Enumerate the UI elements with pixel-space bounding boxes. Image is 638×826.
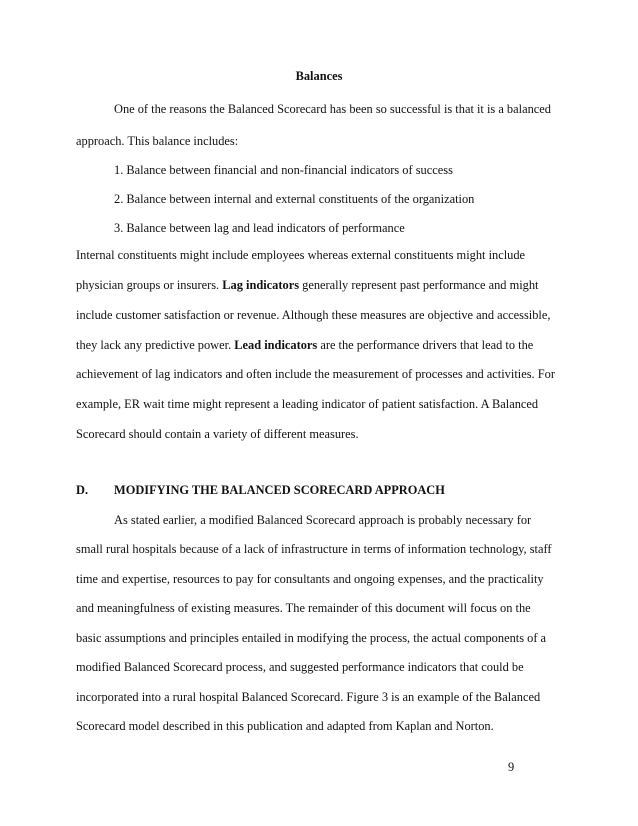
paragraph-line: achievement of lag indicators and often include the measurement of processes and activities. For — [76, 367, 555, 381]
paragraph-line: One of the reasons the Balanced Scorecard has been so successful is that it is a balanced — [114, 102, 551, 116]
page-number: 9 — [508, 760, 515, 774]
paragraph-line: modified Balanced Scorecard process, and suggested performance indicators that could be — [76, 660, 524, 674]
paragraph-line: approach. This balance includes: — [76, 134, 239, 148]
list-item: 2. Balance between internal and external constituents of the organization — [114, 192, 475, 206]
list-item: 1. Balance between financial and non-financial indicators of success — [114, 163, 453, 177]
paragraph-line: Internal constituents might include employees whereas external constituents might include — [76, 248, 526, 262]
paragraph-line: As stated earlier, a modified Balanced Scorecard approach is probably necessary for — [114, 513, 532, 527]
paragraph-line: Scorecard should contain a variety of different measures. — [76, 427, 359, 441]
paragraph-line: basic assumptions and principles entailed in modifying the process, the actual components of a — [76, 631, 547, 645]
list-item: 3. Balance between lag and lead indicators of performance — [114, 221, 405, 235]
section-title: MODIFYING THE BALANCED SCORECARD APPROACH — [114, 483, 445, 497]
section-heading-d — [76, 483, 445, 498]
section-label: D. — [76, 483, 89, 497]
term-lag-indicators: Lag indicators — [222, 278, 300, 292]
paragraph-line: physician groups or insurers. Lag indicators generally represent past performance and might — [76, 278, 539, 292]
paragraph-line: Scorecard model described in this publication and adapted from Kaplan and Norton. — [76, 719, 494, 733]
paragraph-line: include customer satisfaction or revenue. Although these measures are objective and accessible, — [76, 308, 551, 322]
paragraph-line: small rural hospitals because of a lack of infrastructure in terms of information technology, staff — [76, 542, 552, 556]
paragraph-line: example, ER wait time might represent a leading indicator of patient satisfaction. A Balanced — [76, 397, 539, 411]
heading-balances: Balances — [295, 69, 343, 83]
term-lead-indicators: Lead indicators — [234, 338, 318, 352]
paragraph-line: incorporated into a rural hospital Balanced Scorecard. Figure 3 is an example of the Balanced — [76, 690, 541, 704]
paragraph-line: and meaningfulness of existing measures. The remainder of this document will focus on the — [76, 601, 531, 615]
paragraph-line: they lack any predictive power. Lead indicators are the performance drivers that lead to the — [76, 338, 534, 352]
paragraph-line: time and expertise, resources to pay for consultants and ongoing expenses, and the practicality — [76, 572, 544, 586]
